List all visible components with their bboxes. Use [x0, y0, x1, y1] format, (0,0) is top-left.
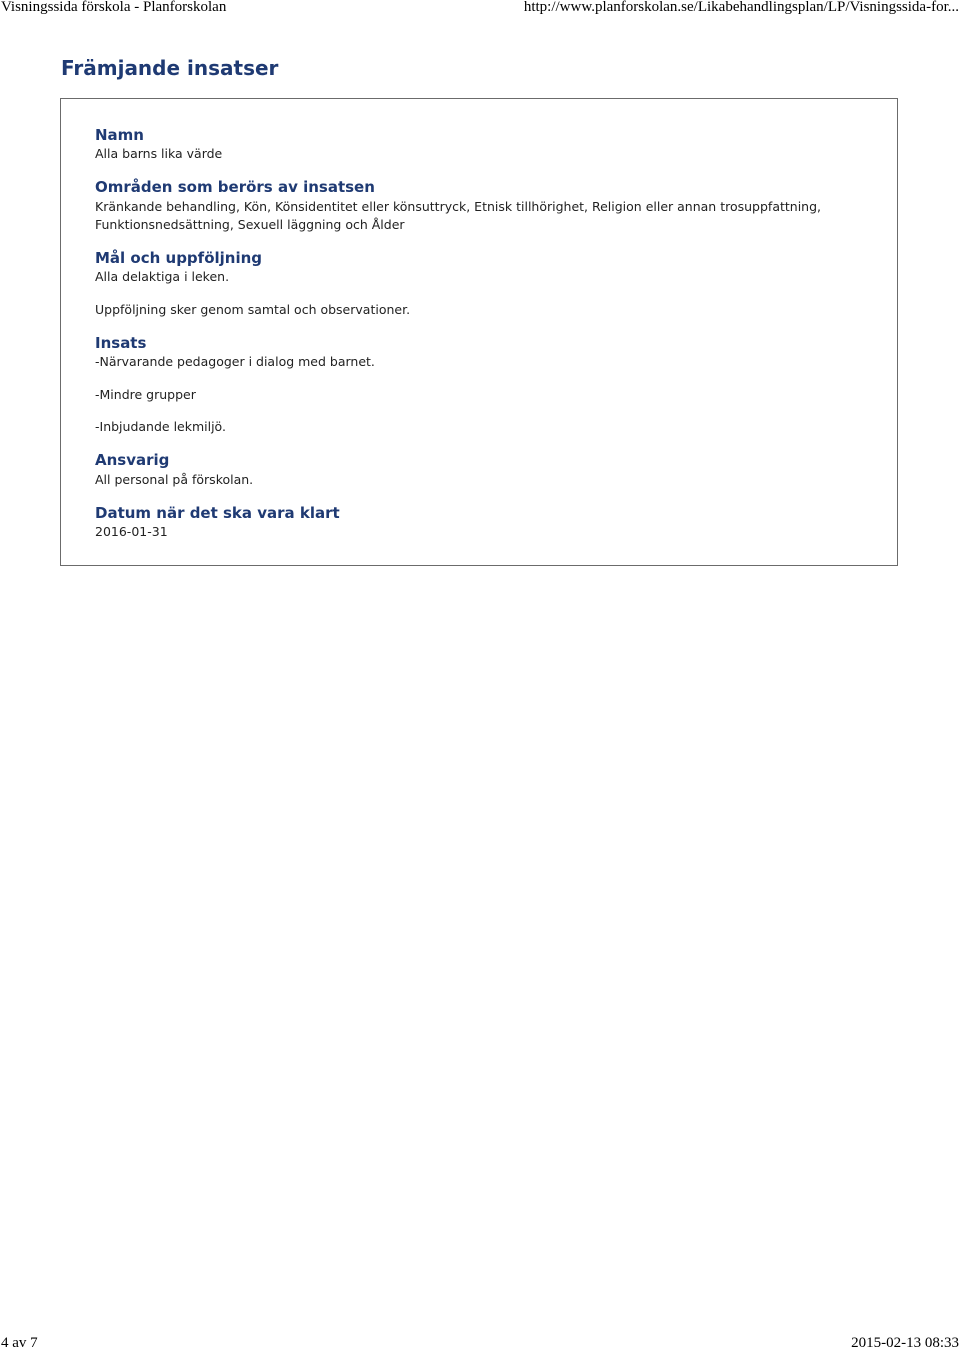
print-header-url: http://www.planforskolan.se/Likabehandlingsplan/LP/Visningssida-for... [523, 0, 959, 15]
goals-paragraph-2: Uppföljning sker genom samtal och observationer. [95, 302, 411, 317]
goals-label: Mål och uppföljning [95, 249, 263, 267]
print-header-page-title: Visningssida förskola - Planforskolan [1, 0, 227, 15]
effort-item: -Mindre grupper [95, 387, 196, 402]
effort-item: -Närvarande pedagoger i dialog med barnet. [95, 354, 375, 369]
effort-label: Insats [95, 334, 147, 352]
areas-value-line-1: Kränkande behandling, Kön, Könsidentitet eller könsuttryck, Etnisk tillhörighet, Religion eller annan trosuppfattning, [95, 199, 822, 214]
print-timestamp: 2015-02-13 08:33 [851, 1335, 959, 1351]
page-number: 4 av 7 [1, 1335, 38, 1351]
print-footer [0, 1336, 960, 1353]
print-header [0, 0, 960, 18]
goals-paragraph-1: Alla delaktiga i leken. [95, 269, 230, 284]
date-value: 2016-01-31 [95, 524, 168, 539]
areas-label: Områden som berörs av insatsen [95, 178, 375, 196]
name-value: Alla barns lika värde [95, 146, 223, 161]
responsible-label: Ansvarig [95, 451, 170, 469]
areas-value-line-2: Funktionsnedsättning, Sexuell läggning och Ålder [95, 217, 405, 232]
date-label: Datum när det ska vara klart [95, 504, 340, 522]
responsible-value: All personal på förskolan. [95, 472, 254, 487]
effort-card [60, 98, 898, 566]
effort-item: -Inbjudande lekmiljö. [95, 419, 226, 434]
section-title: Främjande insatser [61, 56, 279, 80]
name-label: Namn [95, 126, 144, 144]
